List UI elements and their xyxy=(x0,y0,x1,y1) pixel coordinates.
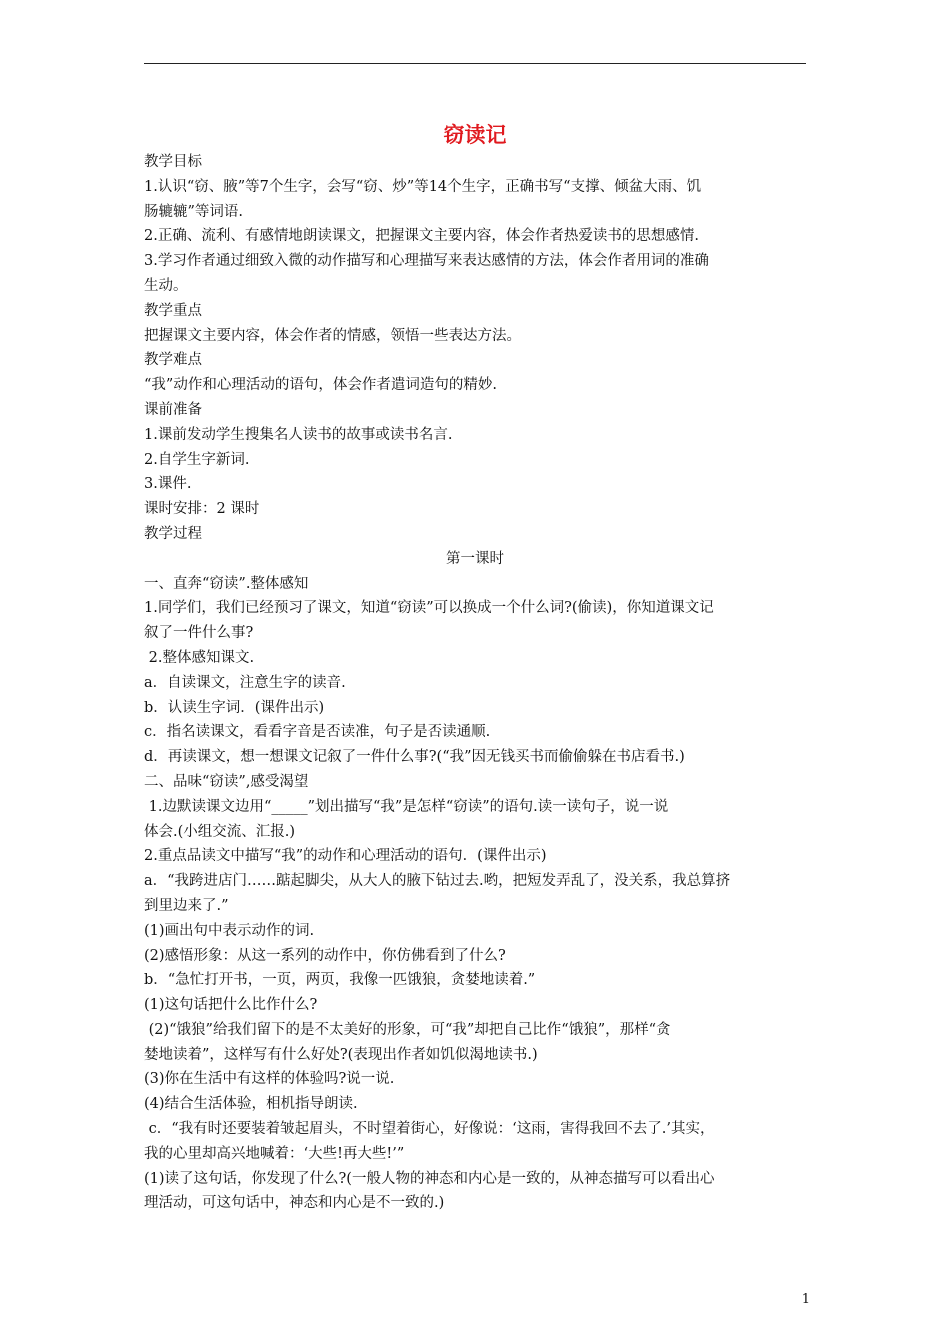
text-line: 我的心里却高兴地喊着：‘大些!再大些!’” xyxy=(144,1145,405,1162)
text-line: 婪地读着”，这样写有什么好处?(表现出作者如饥似渴地读书.) xyxy=(144,1046,538,1063)
text-line: 教学目标 xyxy=(144,154,202,170)
header-rule xyxy=(144,63,806,64)
text-line: “我”动作和心理活动的语句，体会作者遣词造句的精妙. xyxy=(144,377,497,394)
text-line: c．指名读课文，看看字音是否读准，句子是否读通顺. xyxy=(144,724,491,741)
text-line: 体会.(小组交流、汇报.) xyxy=(144,823,296,840)
text-line: (2)感悟形象：从这一系列的动作中，你仿佛看到了什么? xyxy=(144,947,506,964)
text-line: (1)这句话把什么比作什么? xyxy=(144,997,318,1014)
text-line: 教学难点 xyxy=(144,352,202,369)
text-line: 1.认识“窃、腋”等7个生字，会写“窃、炒”等14个生字，正确书写“支撑、倾盆大雨、饥 xyxy=(144,178,702,195)
text-line: (4)结合生活体验，相机指导朗读. xyxy=(144,1096,358,1113)
text-line: (3)你在生活中有这样的体验吗?说一说. xyxy=(144,1071,395,1088)
text-line: b．“急忙打开书，一页，两页，我像一匹饿狼，贪婪地读着.” xyxy=(144,972,536,989)
text-line: 二、品味“窃读”,感受渴望 xyxy=(144,773,309,790)
text-line: 1.课前发动学生搜集名人读书的故事或读书名言. xyxy=(144,426,453,443)
text-line: (1)读了这句话，你发现了什么?(一般人物的神态和内心是一致的，从神态描写可以看出心 xyxy=(144,1170,715,1187)
text-line: 肠辘辘”等词语. xyxy=(144,203,244,220)
text-line: 生动。 xyxy=(144,277,188,294)
text-line: 2.整体感知课文. xyxy=(144,649,255,666)
text-line: d．再读课文，想一想课文记叙了一件什么事?(“我”因无钱买书而偷偷躲在书店看书.) xyxy=(144,749,685,766)
text-line: 教学重点 xyxy=(144,302,202,319)
text-line: 课前准备 xyxy=(144,401,202,418)
document-body xyxy=(144,150,806,1216)
text-line: 1.边默读课文边用“_____”划出描写“我”是怎样“窃读”的语句.读一读句子，说一说 xyxy=(144,798,669,815)
text-line: a．自读课文，注意生字的读音. xyxy=(144,674,346,691)
text-line: (1)画出句中表示动作的词. xyxy=(144,922,315,939)
text-line: 3.课件. xyxy=(144,476,192,493)
text-line: 1.同学们，我们已经预习了课文，知道“窃读”可以换成一个什么词?(偷读)，你知道课文记 xyxy=(144,600,714,617)
text-line: 理活动，可这句话中，神态和内心是不一致的.) xyxy=(144,1195,445,1212)
text-line: 把握课文主要内容，体会作者的情感，领悟一些表达方法。 xyxy=(144,327,521,344)
text-line: c．“我有时还要装着皱起眉头，不时望着街心，好像说：‘这雨，害得我回不去了.’其实， xyxy=(144,1121,715,1138)
text-line: 3.学习作者通过细致入微的动作描写和心理描写来表达感情的方法，体会作者用词的准确 xyxy=(144,253,709,270)
text-line: 教学过程 xyxy=(144,525,202,542)
text-line: 到里边来了.” xyxy=(144,897,229,914)
text-line: b．认读生字词．(课件出示) xyxy=(144,699,325,716)
text-line: a．“我跨进店门……踮起脚尖，从大人的腋下钻过去.哟，把短发弄乱了，没关系，我总算挤 xyxy=(144,873,731,890)
text-line: 2.自学生字新词. xyxy=(144,451,250,468)
text-line: 2.重点品读文中描写“我”的动作和心理活动的语句．(课件出示) xyxy=(144,848,547,865)
text-line: 叙了一件什么事? xyxy=(144,625,254,642)
text-line: 2.正确、流利、有感情地朗读课文，把握课文主要内容，体会作者热爱读书的思想感情. xyxy=(144,228,699,245)
document-title: 窃读记 xyxy=(443,123,507,147)
text-line: 第一课时 xyxy=(446,550,504,567)
text-line: (2)“饿狼”给我们留下的是不太美好的形象，可“我”却把自己比作“饿狼”，那样“贪 xyxy=(144,1021,671,1038)
text-line: 一、直奔“窃读”.整体感知 xyxy=(144,575,309,592)
page-number: 1 xyxy=(801,1292,810,1307)
text-line: 课时安排：2 课时 xyxy=(144,501,260,518)
